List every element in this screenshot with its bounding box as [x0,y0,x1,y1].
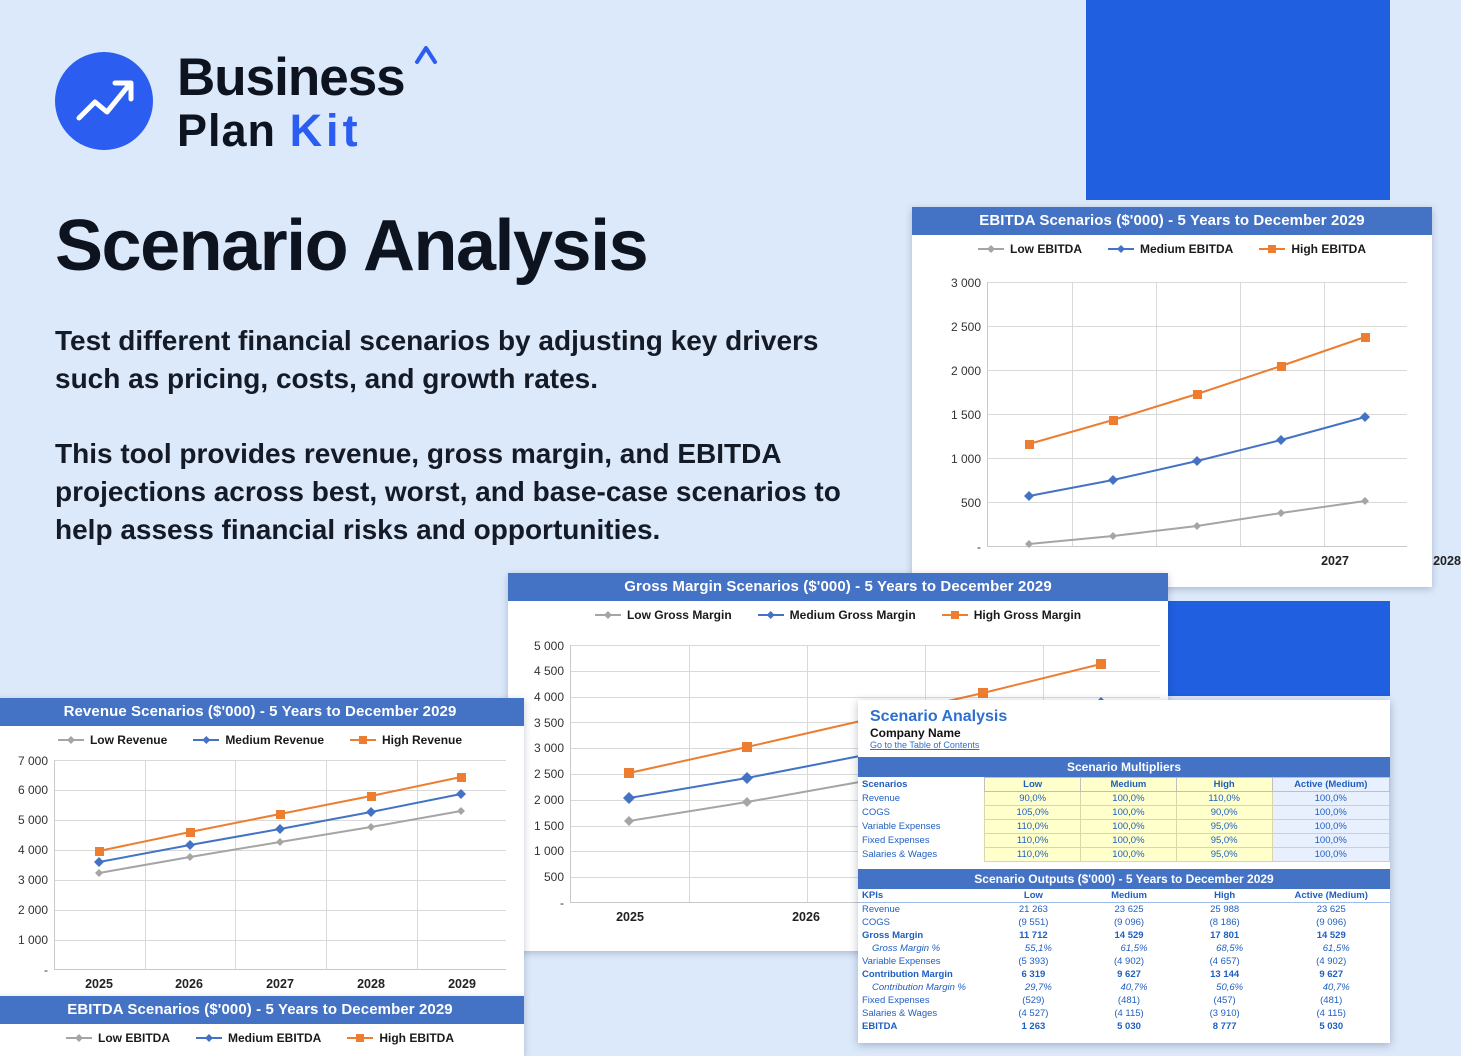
cell-medium: 40,7% [1120,982,1148,993]
y-tick-6: 3 000 [533,741,564,755]
table-header-row [858,778,1390,792]
cell-medium[interactable]: 100,0% [1081,792,1177,806]
col-high: High [1177,889,1273,903]
chart-series-svg [54,760,506,970]
col-low: Low [985,778,1081,792]
legend-label-medium: Medium Revenue [225,733,325,747]
legend-label-medium: Medium EBITDA [1139,242,1234,256]
legend-marker-low-icon [66,1037,92,1039]
table-row [858,806,1390,820]
cell-high: (8 186) [1209,917,1240,928]
cell-high: 13 144 [1210,969,1240,980]
y-tick-3: 1 500 [533,819,564,833]
cell-high: 68,5% [1216,943,1244,954]
cell-high: 8 777 [1212,1021,1237,1032]
cell-low: (4 527) [1018,1008,1049,1019]
chart-legend [0,726,524,749]
cell-medium: (4 115) [1114,1008,1144,1019]
legend-item-medium[interactable] [758,608,916,622]
cell-low: (9 551) [1018,917,1049,928]
col-high: High [1176,778,1272,792]
y-tick-1: 500 [960,496,981,510]
y-tick-2: 1 000 [950,452,981,466]
x-tick-2028: 2028 [1433,554,1461,568]
y-tick-6: 3 000 [950,276,981,290]
y-tick-0: - [977,540,981,554]
cell-medium: 23 625 [1114,904,1144,915]
sheet-title: Scenario Analysis [870,708,1008,725]
cell-active: 40,7% [1322,982,1350,993]
brand-logo [55,48,455,157]
cell-active: 100,0% [1272,806,1389,820]
row-label: Contribution Margin % [872,982,966,993]
y-tick-4: 4 000 [17,843,48,857]
legend-marker-high-icon [1259,248,1285,250]
table-row [858,916,1390,929]
table-row [858,955,1390,968]
col-medium: Medium [1081,778,1177,792]
legend-marker-low-icon [595,614,621,616]
y-tick-9: 4 500 [533,664,564,678]
cell-medium: 9 627 [1117,969,1141,980]
scenario-multipliers-band: Scenario Multipliers [858,757,1390,777]
chart-title: EBITDA Scenarios ($'000) - 5 Years to December 2029 [912,207,1432,235]
legend-item-high[interactable] [942,608,1081,622]
chart-card-revenue [0,698,524,996]
y-tick-2: 2 000 [17,903,48,917]
cell-medium[interactable]: 100,0% [1081,834,1177,848]
x-tick-2025: 2025 [85,977,113,991]
brand-name-line1: Business [177,48,405,107]
cell-high: (3 910) [1209,1008,1240,1019]
legend-marker-medium-icon [193,739,219,741]
row-label: Revenue [862,904,901,915]
x-tick-2026: 2026 [175,977,203,991]
y-tick-6: 6 000 [17,783,48,797]
y-tick-1: 1 000 [17,933,48,947]
decorative-block-top-right [1086,0,1390,200]
legend-marker-medium-icon [1108,248,1134,250]
decorative-block-middle-right [1168,601,1390,696]
table-row [858,903,1390,917]
chart-series-svg [987,282,1407,547]
row-label: Gross Margin % [872,943,941,954]
row-label: EBITDA [862,1021,898,1032]
table-row [858,929,1390,942]
sheet-company-name: Company Name [870,726,961,740]
legend-marker-high-icon [942,614,968,616]
legend-label-high: High Revenue [382,733,463,747]
cell-active: 100,0% [1272,820,1389,834]
cell-low[interactable]: 110,0% [985,834,1081,848]
col-medium: Medium [1081,889,1177,903]
legend-marker-medium-icon [758,614,784,616]
scenario-multipliers-table [858,777,1390,862]
cell-low: (529) [1022,995,1045,1006]
row-label: Gross Margin [862,930,924,941]
table-row [858,968,1390,981]
cell-high[interactable]: 90,0% [1176,806,1272,820]
legend-item-medium[interactable] [1108,242,1233,256]
y-tick-4: 2 000 [533,793,564,807]
col-scenarios: Scenarios [858,778,985,792]
y-tick-7: 3 500 [533,716,564,730]
cell-active: 61,5% [1322,943,1350,954]
row-label: Variable Expenses [862,821,941,832]
table-row [858,981,1390,994]
scenario-outputs-band: Scenario Outputs ($'000) - 5 Years to December 2029 [858,869,1390,889]
cell-low: 1 263 [1021,1021,1046,1032]
cell-high[interactable]: 95,0% [1176,820,1272,834]
cell-active: 23 625 [1316,904,1346,915]
hero-paragraph-2: This tool provides revenue, gross margin, and EBITDA projections across best, worst, and base-case scenarios to help assess financial risks and opportunities. [55,438,841,546]
row-label: Salaries & Wages [862,849,938,860]
cell-low: 29,7% [1024,982,1052,993]
chart-title: Revenue Scenarios ($'000) - 5 Years to December 2029 [0,698,524,726]
cell-low: (5 393) [1018,956,1049,967]
page-title: Scenario Analysis [55,206,648,286]
cell-low: 6 319 [1021,969,1046,980]
legend-label-low: Low Revenue [89,733,168,747]
y-tick-4: 2 000 [950,364,981,378]
x-tick-2025: 2025 [616,910,644,924]
cell-low: 55,1% [1024,943,1052,954]
cell-high: (4 657) [1209,956,1240,967]
cell-active: (9 096) [1316,917,1347,928]
legend-item-high[interactable] [347,1031,454,1045]
chart-card-ebitda-bottom [0,996,524,1056]
cell-active: 100,0% [1272,834,1389,848]
cell-low[interactable]: 110,0% [985,848,1081,862]
cell-low: 21 263 [1018,904,1048,915]
y-tick-0: - [44,963,48,977]
legend-item-high[interactable] [350,733,462,747]
cell-medium: 14 529 [1114,930,1144,941]
legend-label-medium: Medium Gross Margin [789,608,916,622]
legend-item-high[interactable] [1259,242,1366,256]
legend-label-high: High EBITDA [379,1031,454,1045]
cell-active: (481) [1320,995,1343,1006]
legend-item-medium[interactable] [196,1031,321,1045]
row-label: Fixed Expenses [862,995,930,1006]
cell-active: 100,0% [1272,848,1389,862]
legend-item-low[interactable] [66,1031,170,1045]
cell-low: 11 712 [1019,930,1048,941]
cell-active: 9 627 [1319,969,1344,980]
legend-label-low: Low Gross Margin [626,608,732,622]
cell-medium: 5 030 [1117,1021,1141,1032]
table-row [858,834,1390,848]
chart-title: Gross Margin Scenarios ($'000) - 5 Years to December 2029 [508,573,1168,601]
y-tick-8: 4 000 [533,690,564,704]
chart-card-ebitda-top [912,207,1461,587]
legend-marker-high-icon [350,739,376,741]
table-row [858,942,1390,955]
table-row [858,1007,1390,1020]
col-kpis: KPIs [858,889,986,903]
y-tick-10: 5 000 [533,639,564,653]
y-tick-5: 5 000 [17,813,48,827]
legend-label-low: Low EBITDA [1009,242,1082,256]
row-label: Salaries & Wages [862,1008,938,1019]
circumflex-accent-icon [414,44,438,66]
row-label: Contribution Margin [862,969,953,980]
y-tick-5: 2 500 [950,320,981,334]
y-tick-3: 1 500 [950,408,981,422]
cell-active: 5 030 [1319,1021,1344,1032]
cell-medium[interactable]: 100,0% [1081,820,1177,834]
table-header-row [858,889,1390,903]
brand-name-plan: Plan [177,105,277,156]
cell-high: 25 988 [1210,904,1240,915]
table-row [858,848,1390,862]
legend-label-medium: Medium EBITDA [227,1031,322,1045]
legend-label-low: Low EBITDA [97,1031,170,1045]
cell-active: (4 902) [1316,956,1347,967]
cell-active: 100,0% [1272,792,1389,806]
cell-high: (457) [1213,995,1236,1006]
cell-active: (4 115) [1316,1008,1346,1019]
y-tick-0: - [560,896,564,910]
chart-legend [508,601,1168,624]
row-label: COGS [862,807,890,818]
cell-high[interactable]: 95,0% [1176,834,1272,848]
legend-item-low[interactable] [58,733,167,747]
row-label: Variable Expenses [862,956,941,967]
chart-legend [0,1024,524,1047]
cell-high: 50,6% [1216,982,1244,993]
x-tick-2027: 2027 [1321,554,1349,568]
scenario-analysis-sheet [858,700,1390,1043]
legend-marker-low-icon [978,248,1004,250]
hero-paragraph-1: Test different financial scenarios by adjusting key drivers such as pricing, costs, and growth rates. [55,325,819,395]
cell-high: 17 801 [1210,930,1240,941]
row-label: COGS [862,917,890,928]
x-tick-2028: 2028 [357,977,385,991]
legend-label-high: High Gross Margin [973,608,1082,622]
y-tick-3: 3 000 [17,873,48,887]
cell-active: 14 529 [1316,930,1346,941]
chart-plot-area [950,276,1461,568]
x-tick-2027: 2027 [266,977,294,991]
row-label: Fixed Expenses [862,835,930,846]
table-of-contents-link[interactable]: Go to the Table of Contents [870,740,980,750]
table-row [858,1020,1390,1033]
scenario-outputs-table [858,889,1390,1033]
cell-medium: 61,5% [1120,943,1148,954]
col-active: Active (Medium) [1272,889,1390,903]
cell-low[interactable]: 90,0% [985,792,1081,806]
legend-marker-medium-icon [196,1037,222,1039]
cell-medium: (9 096) [1113,917,1145,928]
col-low: Low [986,889,1082,903]
y-tick-7: 7 000 [17,754,48,768]
cell-high[interactable]: 95,0% [1176,848,1272,862]
legend-item-low[interactable] [595,608,732,622]
x-tick-2026: 2026 [792,910,820,924]
legend-item-medium[interactable] [193,733,324,747]
col-active: Active (Medium) [1272,778,1389,792]
cell-low[interactable]: 110,0% [985,820,1081,834]
growth-arrow-icon [55,52,153,150]
table-row [858,820,1390,834]
cell-medium[interactable]: 100,0% [1081,848,1177,862]
row-label: Revenue [862,793,901,804]
chart-plot-area [17,754,506,991]
brand-name-kit: Kit [289,105,362,156]
y-tick-2: 1 000 [533,844,564,858]
y-tick-5: 2 500 [533,767,564,781]
table-row [858,994,1390,1007]
chart-title: EBITDA Scenarios ($'000) - 5 Years to December 2029 [0,996,524,1024]
legend-marker-low-icon [58,739,84,741]
x-tick-2029: 2029 [448,977,476,991]
legend-item-low[interactable] [978,242,1082,256]
cell-low[interactable]: 105,0% [985,806,1081,820]
table-row [858,792,1390,806]
cell-medium: (481) [1117,995,1141,1006]
cell-medium[interactable]: 100,0% [1081,806,1177,820]
legend-marker-high-icon [347,1037,373,1039]
chart-legend [912,235,1432,258]
y-tick-1: 500 [543,870,564,884]
cell-medium: (4 902) [1113,956,1145,967]
cell-high[interactable]: 110,0% [1176,792,1272,806]
legend-label-high: High EBITDA [1291,242,1366,256]
